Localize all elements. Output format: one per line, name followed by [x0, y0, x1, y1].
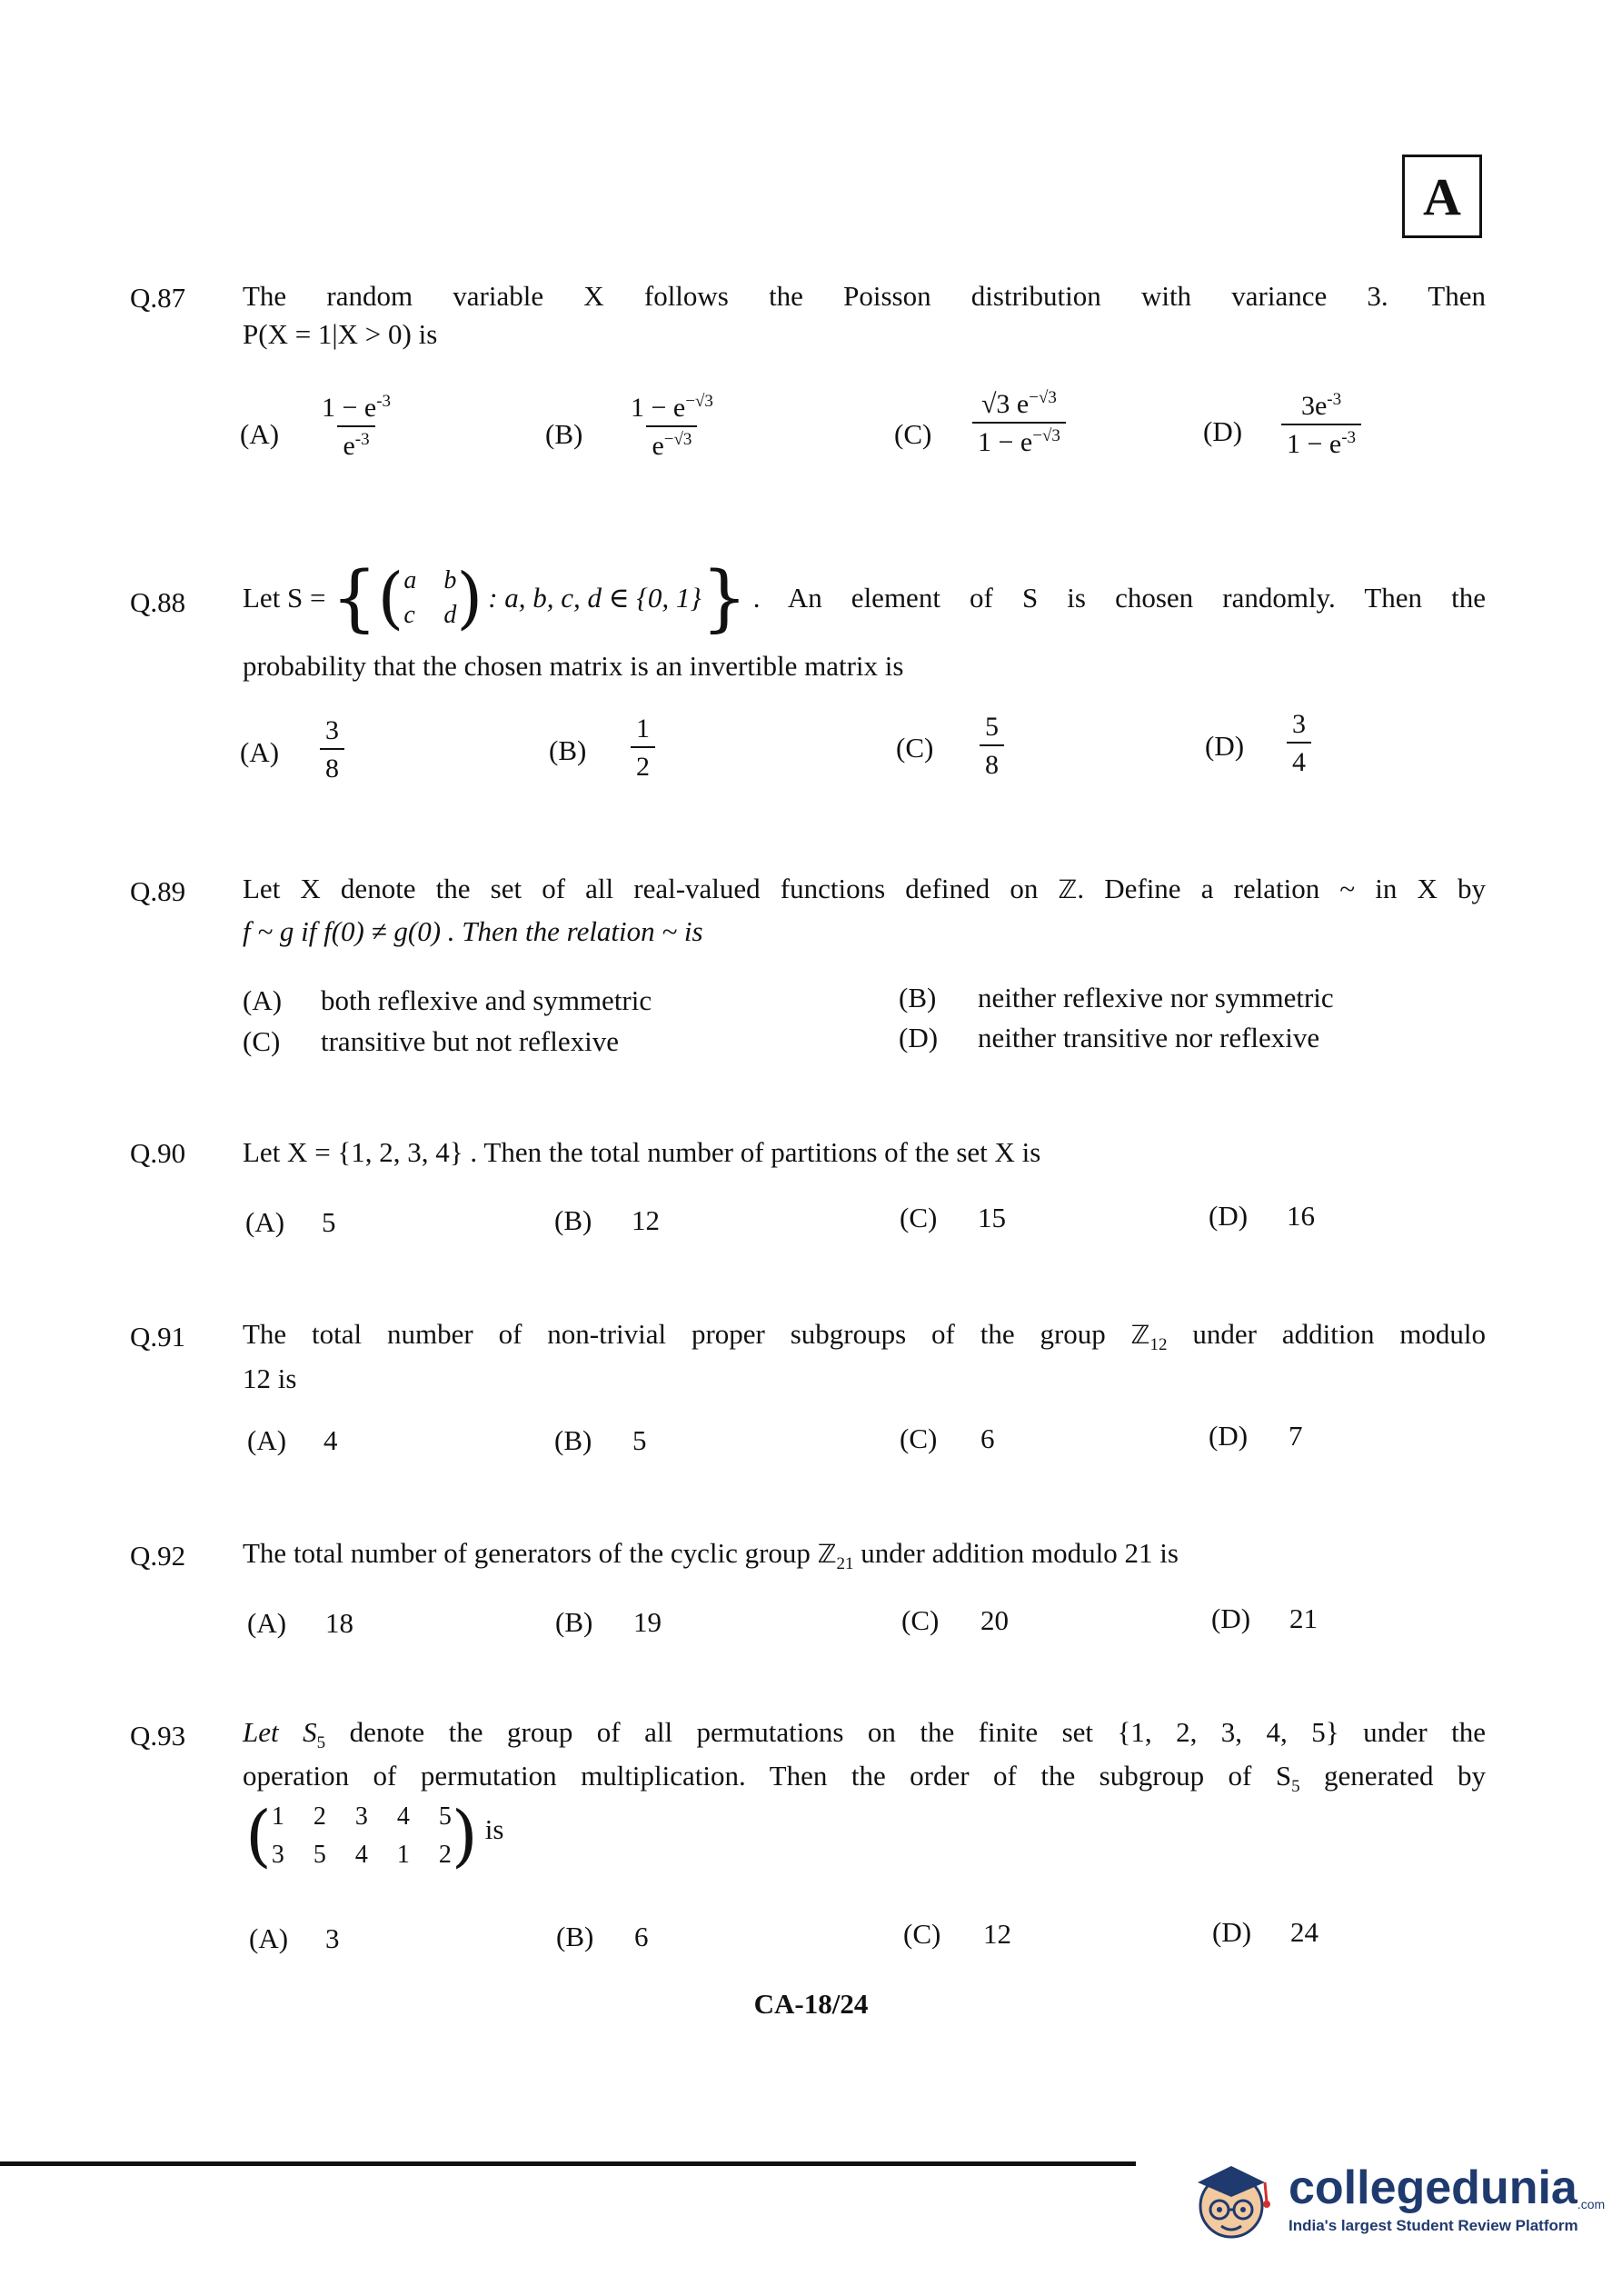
question-text-line2: 12 is — [243, 1363, 297, 1394]
option-label: (B) — [556, 1921, 594, 1952]
integers-symbol: ℤ — [817, 1539, 837, 1569]
option-value: 3 — [325, 1922, 340, 1954]
permutation-entry: 2 — [313, 1802, 326, 1831]
fraction-denominator-exp: -3 — [1341, 428, 1357, 447]
permutation-entry: 4 — [396, 1802, 410, 1831]
fraction-numerator-exp: -3 — [1327, 390, 1342, 409]
text-segment: . Define a relation ~ in X by — [1077, 873, 1486, 904]
question-text-line2: P(X = 1|X > 0) is — [243, 318, 438, 350]
option-fraction — [1287, 709, 1311, 778]
option-value: 4 — [323, 1424, 338, 1456]
option-label: (A) — [240, 418, 280, 450]
option-value: 21 — [1289, 1602, 1318, 1634]
option-value: 5 — [632, 1424, 647, 1456]
option-label: (A) — [249, 1922, 289, 1954]
option-value: 12 — [983, 1918, 1011, 1950]
permutation-entry: 5 — [313, 1841, 326, 1869]
question-text-line2: f ~ g if f(0) ≠ g(0) . Then the relation ~ is — [243, 915, 703, 947]
option-value: 6 — [634, 1921, 649, 1952]
left-paren: ( — [377, 559, 404, 637]
set-condition: : a, b, c, d ∈ {0, 1} — [488, 582, 702, 614]
option-fraction — [631, 714, 655, 783]
page-code: CA-18/24 — [753, 1988, 869, 2020]
student-mascot-icon — [1181, 2150, 1281, 2250]
matrix-grid — [403, 566, 456, 630]
option-value: 12 — [632, 1204, 660, 1236]
modulus-subscript: 21 — [836, 1554, 854, 1574]
text-segment: Let S — [243, 1716, 317, 1748]
fraction-denominator: 2 — [631, 746, 655, 783]
text-segment: under addition modulo — [1192, 1318, 1487, 1350]
option-value: 6 — [980, 1423, 995, 1454]
fraction-denominator: 1 − e — [1287, 429, 1342, 459]
logo-name: collegedunia — [1289, 2161, 1577, 2214]
permutation-entry: 3 — [271, 1841, 284, 1869]
collegedunia-logo[interactable] — [1181, 2150, 1605, 2250]
option-label: (D) — [1211, 1602, 1251, 1634]
question-number: Q.88 — [130, 586, 186, 618]
question-text — [243, 1711, 1486, 1798]
option-label: (C) — [900, 1202, 938, 1233]
permutation-grid — [272, 1802, 452, 1870]
fraction-numerator: 3 — [1292, 709, 1306, 739]
fraction-numerator: 1 — [636, 714, 650, 744]
fraction-numerator: √3 e — [980, 389, 1030, 419]
fraction-denominator-exp: −√3 — [663, 430, 692, 449]
option-label: (D) — [1212, 1916, 1252, 1948]
logo-tagline: India's largest Student Review Platform — [1289, 2217, 1578, 2234]
option-fraction — [316, 393, 396, 462]
option-fraction — [320, 715, 344, 784]
option-value: neither reflexive nor symmetric — [978, 982, 1334, 1013]
question-number: Q.87 — [130, 282, 186, 314]
fraction-denominator: 8 — [980, 744, 1004, 781]
footer-divider — [0, 2161, 1136, 2166]
text-segment: The total number of generators of the cyclic group — [243, 1537, 811, 1569]
option-label: (A) — [243, 984, 283, 1016]
option-label: (B) — [554, 1204, 592, 1236]
option-label: (D) — [1203, 415, 1243, 447]
option-label: (A) — [247, 1424, 287, 1456]
option-label: (C) — [243, 1025, 281, 1057]
permutation-entry: 1 — [271, 1802, 284, 1831]
logo-domain: .com — [1577, 2197, 1606, 2211]
question-text-line1 — [243, 868, 1486, 911]
question-text-line2 — [243, 1754, 1486, 1798]
fraction-numerator: 1 − e — [631, 393, 686, 423]
question-text — [243, 1313, 1486, 1401]
permutation-entry: 3 — [354, 1802, 368, 1831]
right-brace: } — [701, 555, 748, 640]
right-paren: ) — [451, 1797, 478, 1875]
booklet-code: A — [1423, 166, 1461, 226]
booklet-code-box — [1402, 155, 1482, 238]
question-text-line1 — [243, 1313, 1486, 1357]
option-value: 5 — [322, 1206, 336, 1238]
question-text — [243, 868, 1486, 953]
group-subscript: 5 — [1291, 1777, 1300, 1797]
fraction-numerator-exp: −√3 — [1029, 388, 1057, 407]
option-label: (B) — [554, 1424, 592, 1456]
text-segment: generated by — [1324, 1760, 1486, 1792]
option-label: (A) — [245, 1206, 285, 1238]
option-label: (C) — [901, 1604, 940, 1636]
option-label: (D) — [899, 1022, 939, 1053]
option-value: transitive but not reflexive — [321, 1025, 619, 1057]
question-text-line2: probability that the chosen matrix is an invertible matrix is — [243, 650, 904, 682]
option-label: (D) — [1205, 730, 1245, 762]
option-value: 19 — [633, 1606, 662, 1638]
integers-symbol: ℤ — [1058, 874, 1078, 904]
option-label: (A) — [247, 1607, 287, 1639]
option-value: 20 — [980, 1604, 1009, 1636]
text-segment: The total number of non-trivial proper subgroups of the group — [243, 1318, 1106, 1350]
text-segment: under addition modulo 21 is — [861, 1537, 1179, 1569]
option-label: (D) — [1209, 1200, 1249, 1232]
option-label: (D) — [1209, 1420, 1249, 1452]
option-label: (C) — [900, 1423, 938, 1454]
text-segment: denote the group of all permutations on the finite set {1, 2, 3, 4, 5} under the — [349, 1716, 1486, 1748]
left-paren: ( — [245, 1797, 272, 1875]
permutation-entry: 5 — [438, 1802, 452, 1831]
option-fraction — [980, 712, 1004, 781]
fraction-numerator: 5 — [985, 712, 999, 742]
option-label: (B) — [549, 734, 587, 766]
question-text — [243, 277, 1486, 354]
question-text — [243, 1532, 1486, 1575]
question-text-line1 — [243, 555, 1486, 640]
permutation-entry: 1 — [396, 1841, 410, 1869]
text-segment: operation of permutation multiplication. Then the order of the subgroup of S — [243, 1760, 1292, 1792]
question-text-line1: The random variable X follows the Poisson distribution with variance 3. Then — [243, 280, 1486, 312]
permutation-entry: 4 — [354, 1841, 368, 1869]
left-brace: { — [331, 555, 378, 640]
group-subscript: 5 — [316, 1733, 326, 1753]
text-segment: Let X denote the set of all real-valued functions defined on — [243, 873, 1039, 904]
fraction-denominator: 4 — [1287, 742, 1311, 778]
option-label: (B) — [899, 982, 937, 1013]
question-text: Let X = {1, 2, 3, 4} . Then the total number of partitions of the set X is — [243, 1136, 1041, 1168]
question-text-line1 — [243, 1711, 1486, 1754]
option-fraction — [1281, 391, 1361, 460]
option-value: both reflexive and symmetric — [321, 984, 652, 1016]
option-fraction — [972, 389, 1066, 458]
option-label: (A) — [240, 736, 280, 768]
option-label: (C) — [894, 418, 932, 450]
option-label: (C) — [903, 1918, 941, 1950]
fraction-numerator: 1 − e — [322, 393, 377, 423]
question-text-suffix: . An element of S is chosen randomly. Then the — [752, 582, 1486, 614]
question-number: Q.92 — [130, 1540, 186, 1572]
fraction-numerator: 3e — [1300, 391, 1328, 421]
matrix-entry: b — [443, 566, 457, 594]
right-paren: ) — [456, 559, 483, 637]
question-number: Q.91 — [130, 1321, 186, 1353]
matrix-entry: d — [443, 601, 457, 629]
fraction-denominator: e — [652, 431, 664, 461]
fraction-denominator: 1 − e — [978, 427, 1033, 457]
question-number: Q.93 — [130, 1720, 186, 1752]
fraction-numerator: 3 — [325, 715, 339, 745]
permutation-entry: 2 — [438, 1841, 452, 1869]
option-value: 18 — [325, 1607, 353, 1639]
fraction-denominator: 8 — [320, 748, 344, 784]
integers-symbol: ℤ — [1130, 1320, 1150, 1350]
option-value: 7 — [1289, 1420, 1303, 1452]
question-number: Q.90 — [130, 1137, 186, 1169]
permutation-matrix — [245, 1797, 504, 1875]
question-text-prefix: Let S = — [243, 582, 326, 614]
option-label: (C) — [896, 732, 934, 764]
matrix-entry: c — [403, 601, 415, 629]
option-fraction — [625, 393, 719, 462]
fraction-denominator-exp: −√3 — [1032, 426, 1060, 445]
option-label: (B) — [545, 418, 583, 450]
logo-text — [1289, 2161, 1606, 2235]
option-value: 16 — [1287, 1200, 1315, 1232]
fraction-denominator-exp: -3 — [354, 430, 370, 449]
option-label: (B) — [555, 1606, 593, 1638]
fraction-denominator: e — [343, 431, 355, 461]
option-value: neither transitive nor reflexive — [978, 1022, 1320, 1053]
option-value: 24 — [1290, 1916, 1318, 1948]
fraction-numerator-exp: -3 — [376, 392, 392, 411]
option-value: 15 — [978, 1202, 1006, 1233]
modulus-subscript: 12 — [1149, 1335, 1168, 1355]
question-number: Q.89 — [130, 875, 186, 907]
fraction-numerator-exp: −√3 — [685, 392, 713, 411]
permutation-suffix: is — [484, 1813, 504, 1845]
matrix-entry: a — [403, 566, 417, 594]
